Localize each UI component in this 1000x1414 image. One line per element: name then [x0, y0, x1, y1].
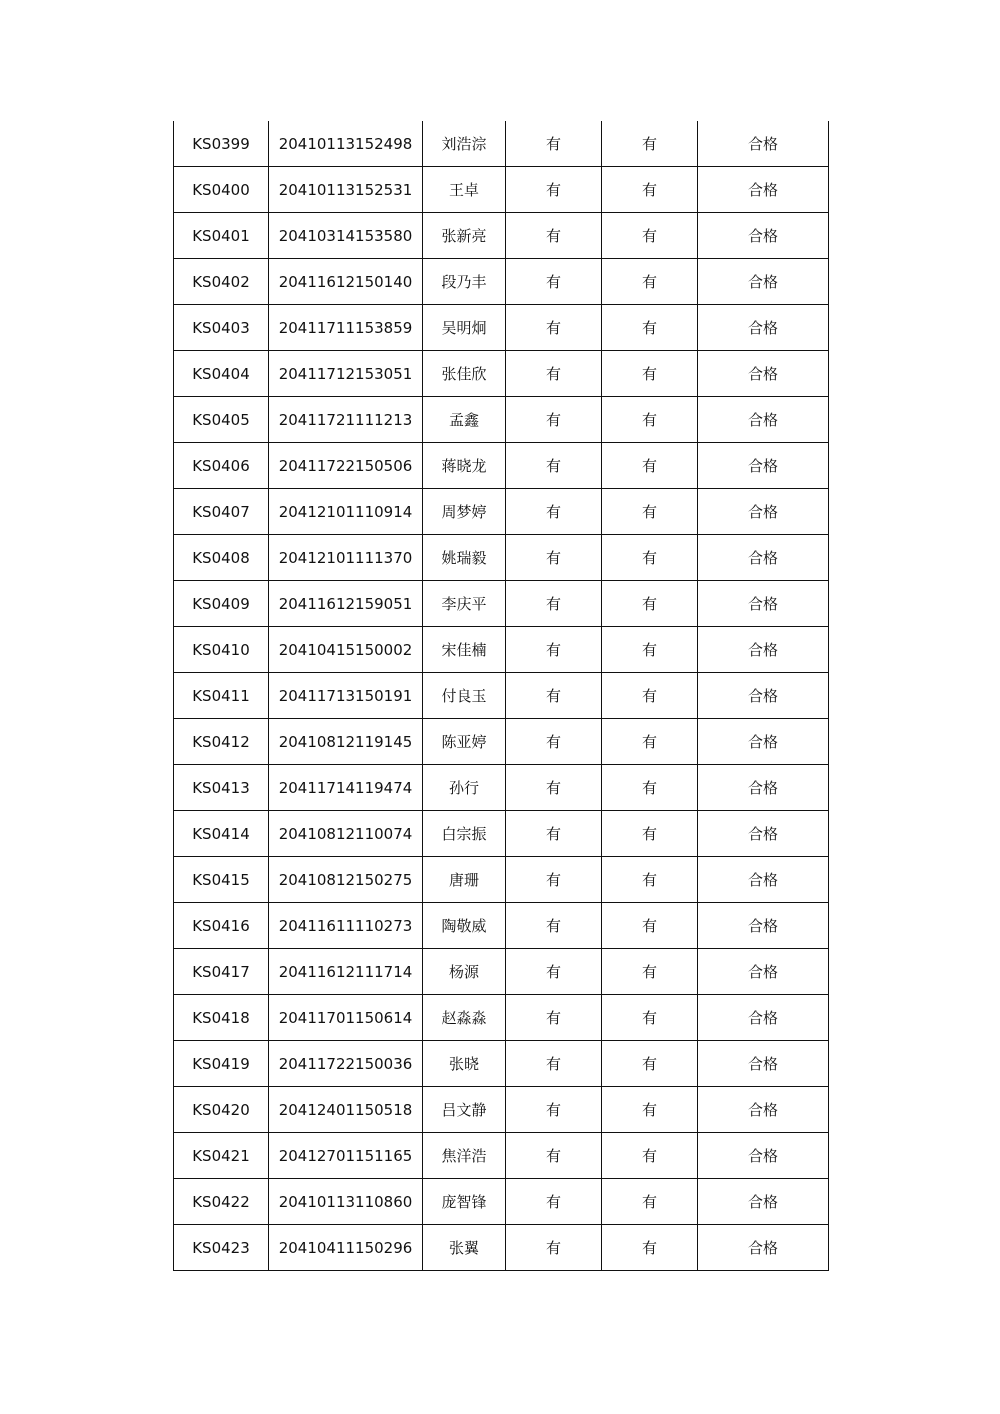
candidate-id-cell: KS0410 [174, 627, 269, 673]
status-cell-1: 有 [506, 627, 602, 673]
table-row [174, 259, 829, 305]
status-cell-1: 有 [506, 1133, 602, 1179]
registration-number-cell: 20411612159051 [269, 581, 423, 627]
registration-number-cell: 20411721111213 [269, 397, 423, 443]
table-row [174, 443, 829, 489]
registration-number-cell: 20410812110074 [269, 811, 423, 857]
status-cell-2: 有 [602, 949, 698, 995]
candidate-id-cell: KS0405 [174, 397, 269, 443]
table-row [174, 857, 829, 903]
status-cell-1: 有 [506, 857, 602, 903]
name-cell: 吕文静 [423, 1087, 506, 1133]
status-cell-1: 有 [506, 949, 602, 995]
status-cell-2: 有 [602, 305, 698, 351]
status-cell-2: 有 [602, 903, 698, 949]
candidate-id-cell: KS0411 [174, 673, 269, 719]
status-cell-1: 有 [506, 995, 602, 1041]
registration-number-cell: 20411722150506 [269, 443, 423, 489]
status-cell-2: 有 [602, 121, 698, 167]
registration-number-cell: 20410812119145 [269, 719, 423, 765]
result-cell: 合格 [698, 443, 829, 489]
table-row [174, 811, 829, 857]
candidate-id-cell: KS0407 [174, 489, 269, 535]
table-row [174, 489, 829, 535]
result-cell: 合格 [698, 1133, 829, 1179]
result-cell: 合格 [698, 489, 829, 535]
table-row [174, 995, 829, 1041]
name-cell: 张翼 [423, 1225, 506, 1271]
name-cell: 段乃丰 [423, 259, 506, 305]
registration-number-cell: 20410812150275 [269, 857, 423, 903]
name-cell: 张晓 [423, 1041, 506, 1087]
name-cell: 杨源 [423, 949, 506, 995]
status-cell-2: 有 [602, 213, 698, 259]
result-cell: 合格 [698, 535, 829, 581]
table-row [174, 949, 829, 995]
registration-number-cell: 20411714119474 [269, 765, 423, 811]
result-cell: 合格 [698, 765, 829, 811]
name-cell: 吴明炯 [423, 305, 506, 351]
candidate-id-cell: KS0409 [174, 581, 269, 627]
table-row [174, 765, 829, 811]
name-cell: 张新亮 [423, 213, 506, 259]
status-cell-1: 有 [506, 1225, 602, 1271]
result-cell: 合格 [698, 397, 829, 443]
name-cell: 白宗振 [423, 811, 506, 857]
table-row [174, 627, 829, 673]
registration-number-cell: 20412701151165 [269, 1133, 423, 1179]
registration-number-cell: 20410113152498 [269, 121, 423, 167]
status-cell-1: 有 [506, 167, 602, 213]
status-cell-2: 有 [602, 489, 698, 535]
status-cell-2: 有 [602, 1179, 698, 1225]
result-cell: 合格 [698, 121, 829, 167]
registration-number-cell: 20410113110860 [269, 1179, 423, 1225]
status-cell-2: 有 [602, 351, 698, 397]
candidate-id-cell: KS0401 [174, 213, 269, 259]
status-cell-1: 有 [506, 121, 602, 167]
candidate-id-cell: KS0423 [174, 1225, 269, 1271]
status-cell-1: 有 [506, 1041, 602, 1087]
name-cell: 姚瑞毅 [423, 535, 506, 581]
status-cell-2: 有 [602, 167, 698, 213]
table-row [174, 351, 829, 397]
result-cell: 合格 [698, 351, 829, 397]
status-cell-1: 有 [506, 535, 602, 581]
candidate-id-cell: KS0419 [174, 1041, 269, 1087]
result-cell: 合格 [698, 857, 829, 903]
candidate-id-cell: KS0421 [174, 1133, 269, 1179]
name-cell: 周梦婷 [423, 489, 506, 535]
candidate-id-cell: KS0417 [174, 949, 269, 995]
status-cell-2: 有 [602, 1225, 698, 1271]
status-cell-1: 有 [506, 765, 602, 811]
registration-number-cell: 20411612111714 [269, 949, 423, 995]
status-cell-2: 有 [602, 765, 698, 811]
table-row [174, 1133, 829, 1179]
candidate-id-cell: KS0406 [174, 443, 269, 489]
name-cell: 孙行 [423, 765, 506, 811]
status-cell-1: 有 [506, 443, 602, 489]
registration-number-cell: 20411722150036 [269, 1041, 423, 1087]
status-cell-1: 有 [506, 811, 602, 857]
status-cell-2: 有 [602, 581, 698, 627]
candidate-id-cell: KS0420 [174, 1087, 269, 1133]
status-cell-1: 有 [506, 397, 602, 443]
name-cell: 孟鑫 [423, 397, 506, 443]
status-cell-1: 有 [506, 1087, 602, 1133]
registration-number-cell: 20412401150518 [269, 1087, 423, 1133]
name-cell: 李庆平 [423, 581, 506, 627]
candidate-id-cell: KS0418 [174, 995, 269, 1041]
result-cell: 合格 [698, 811, 829, 857]
registration-number-cell: 20411711153859 [269, 305, 423, 351]
status-cell-2: 有 [602, 811, 698, 857]
result-cell: 合格 [698, 949, 829, 995]
status-cell-1: 有 [506, 305, 602, 351]
candidate-id-cell: KS0412 [174, 719, 269, 765]
table-row [174, 535, 829, 581]
table-body [174, 121, 829, 1271]
table-row [174, 397, 829, 443]
candidate-id-cell: KS0399 [174, 121, 269, 167]
name-cell: 陈亚婷 [423, 719, 506, 765]
candidate-id-cell: KS0416 [174, 903, 269, 949]
status-cell-1: 有 [506, 1179, 602, 1225]
name-cell: 陶敬威 [423, 903, 506, 949]
name-cell: 蒋晓龙 [423, 443, 506, 489]
status-cell-2: 有 [602, 1133, 698, 1179]
candidate-id-cell: KS0414 [174, 811, 269, 857]
name-cell: 刘浩淙 [423, 121, 506, 167]
result-cell: 合格 [698, 719, 829, 765]
table-row [174, 1087, 829, 1133]
status-cell-1: 有 [506, 903, 602, 949]
result-cell: 合格 [698, 581, 829, 627]
name-cell: 庞智锋 [423, 1179, 506, 1225]
candidate-id-cell: KS0400 [174, 167, 269, 213]
registration-number-cell: 20412101111370 [269, 535, 423, 581]
table-row [174, 1225, 829, 1271]
name-cell: 唐珊 [423, 857, 506, 903]
status-cell-1: 有 [506, 673, 602, 719]
registration-number-cell: 20411713150191 [269, 673, 423, 719]
result-cell: 合格 [698, 305, 829, 351]
status-cell-1: 有 [506, 351, 602, 397]
result-cell: 合格 [698, 1087, 829, 1133]
name-cell: 宋佳楠 [423, 627, 506, 673]
status-cell-2: 有 [602, 627, 698, 673]
table-row [174, 673, 829, 719]
status-cell-2: 有 [602, 443, 698, 489]
status-cell-2: 有 [602, 673, 698, 719]
registration-number-cell: 20411712153051 [269, 351, 423, 397]
result-cell: 合格 [698, 259, 829, 305]
candidate-id-cell: KS0403 [174, 305, 269, 351]
table-row [174, 581, 829, 627]
table-row [174, 1041, 829, 1087]
candidate-id-cell: KS0422 [174, 1179, 269, 1225]
registration-number-cell: 20412101110914 [269, 489, 423, 535]
status-cell-2: 有 [602, 535, 698, 581]
status-cell-2: 有 [602, 1041, 698, 1087]
registration-number-cell: 20410113152531 [269, 167, 423, 213]
name-cell: 付良玉 [423, 673, 506, 719]
candidate-id-cell: KS0404 [174, 351, 269, 397]
registration-number-cell: 20410314153580 [269, 213, 423, 259]
table-row [174, 213, 829, 259]
candidate-id-cell: KS0415 [174, 857, 269, 903]
status-cell-1: 有 [506, 213, 602, 259]
results-table [173, 121, 829, 1271]
status-cell-1: 有 [506, 259, 602, 305]
registration-number-cell: 20411701150614 [269, 995, 423, 1041]
registration-number-cell: 20410415150002 [269, 627, 423, 673]
result-cell: 合格 [698, 1179, 829, 1225]
table-row [174, 121, 829, 167]
name-cell: 焦洋浩 [423, 1133, 506, 1179]
status-cell-2: 有 [602, 995, 698, 1041]
name-cell: 王卓 [423, 167, 506, 213]
status-cell-2: 有 [602, 1087, 698, 1133]
status-cell-1: 有 [506, 581, 602, 627]
results-table-container [173, 121, 828, 1271]
registration-number-cell: 20411611110273 [269, 903, 423, 949]
result-cell: 合格 [698, 673, 829, 719]
table-row [174, 167, 829, 213]
status-cell-2: 有 [602, 397, 698, 443]
status-cell-1: 有 [506, 489, 602, 535]
result-cell: 合格 [698, 627, 829, 673]
result-cell: 合格 [698, 1041, 829, 1087]
table-row [174, 305, 829, 351]
name-cell: 赵淼淼 [423, 995, 506, 1041]
table-row [174, 719, 829, 765]
name-cell: 张佳欣 [423, 351, 506, 397]
candidate-id-cell: KS0408 [174, 535, 269, 581]
candidate-id-cell: KS0413 [174, 765, 269, 811]
status-cell-2: 有 [602, 857, 698, 903]
registration-number-cell: 20410411150296 [269, 1225, 423, 1271]
status-cell-2: 有 [602, 719, 698, 765]
candidate-id-cell: KS0402 [174, 259, 269, 305]
registration-number-cell: 20411612150140 [269, 259, 423, 305]
table-row [174, 1179, 829, 1225]
result-cell: 合格 [698, 167, 829, 213]
status-cell-2: 有 [602, 259, 698, 305]
result-cell: 合格 [698, 213, 829, 259]
result-cell: 合格 [698, 903, 829, 949]
status-cell-1: 有 [506, 719, 602, 765]
table-row [174, 903, 829, 949]
result-cell: 合格 [698, 1225, 829, 1271]
result-cell: 合格 [698, 995, 829, 1041]
